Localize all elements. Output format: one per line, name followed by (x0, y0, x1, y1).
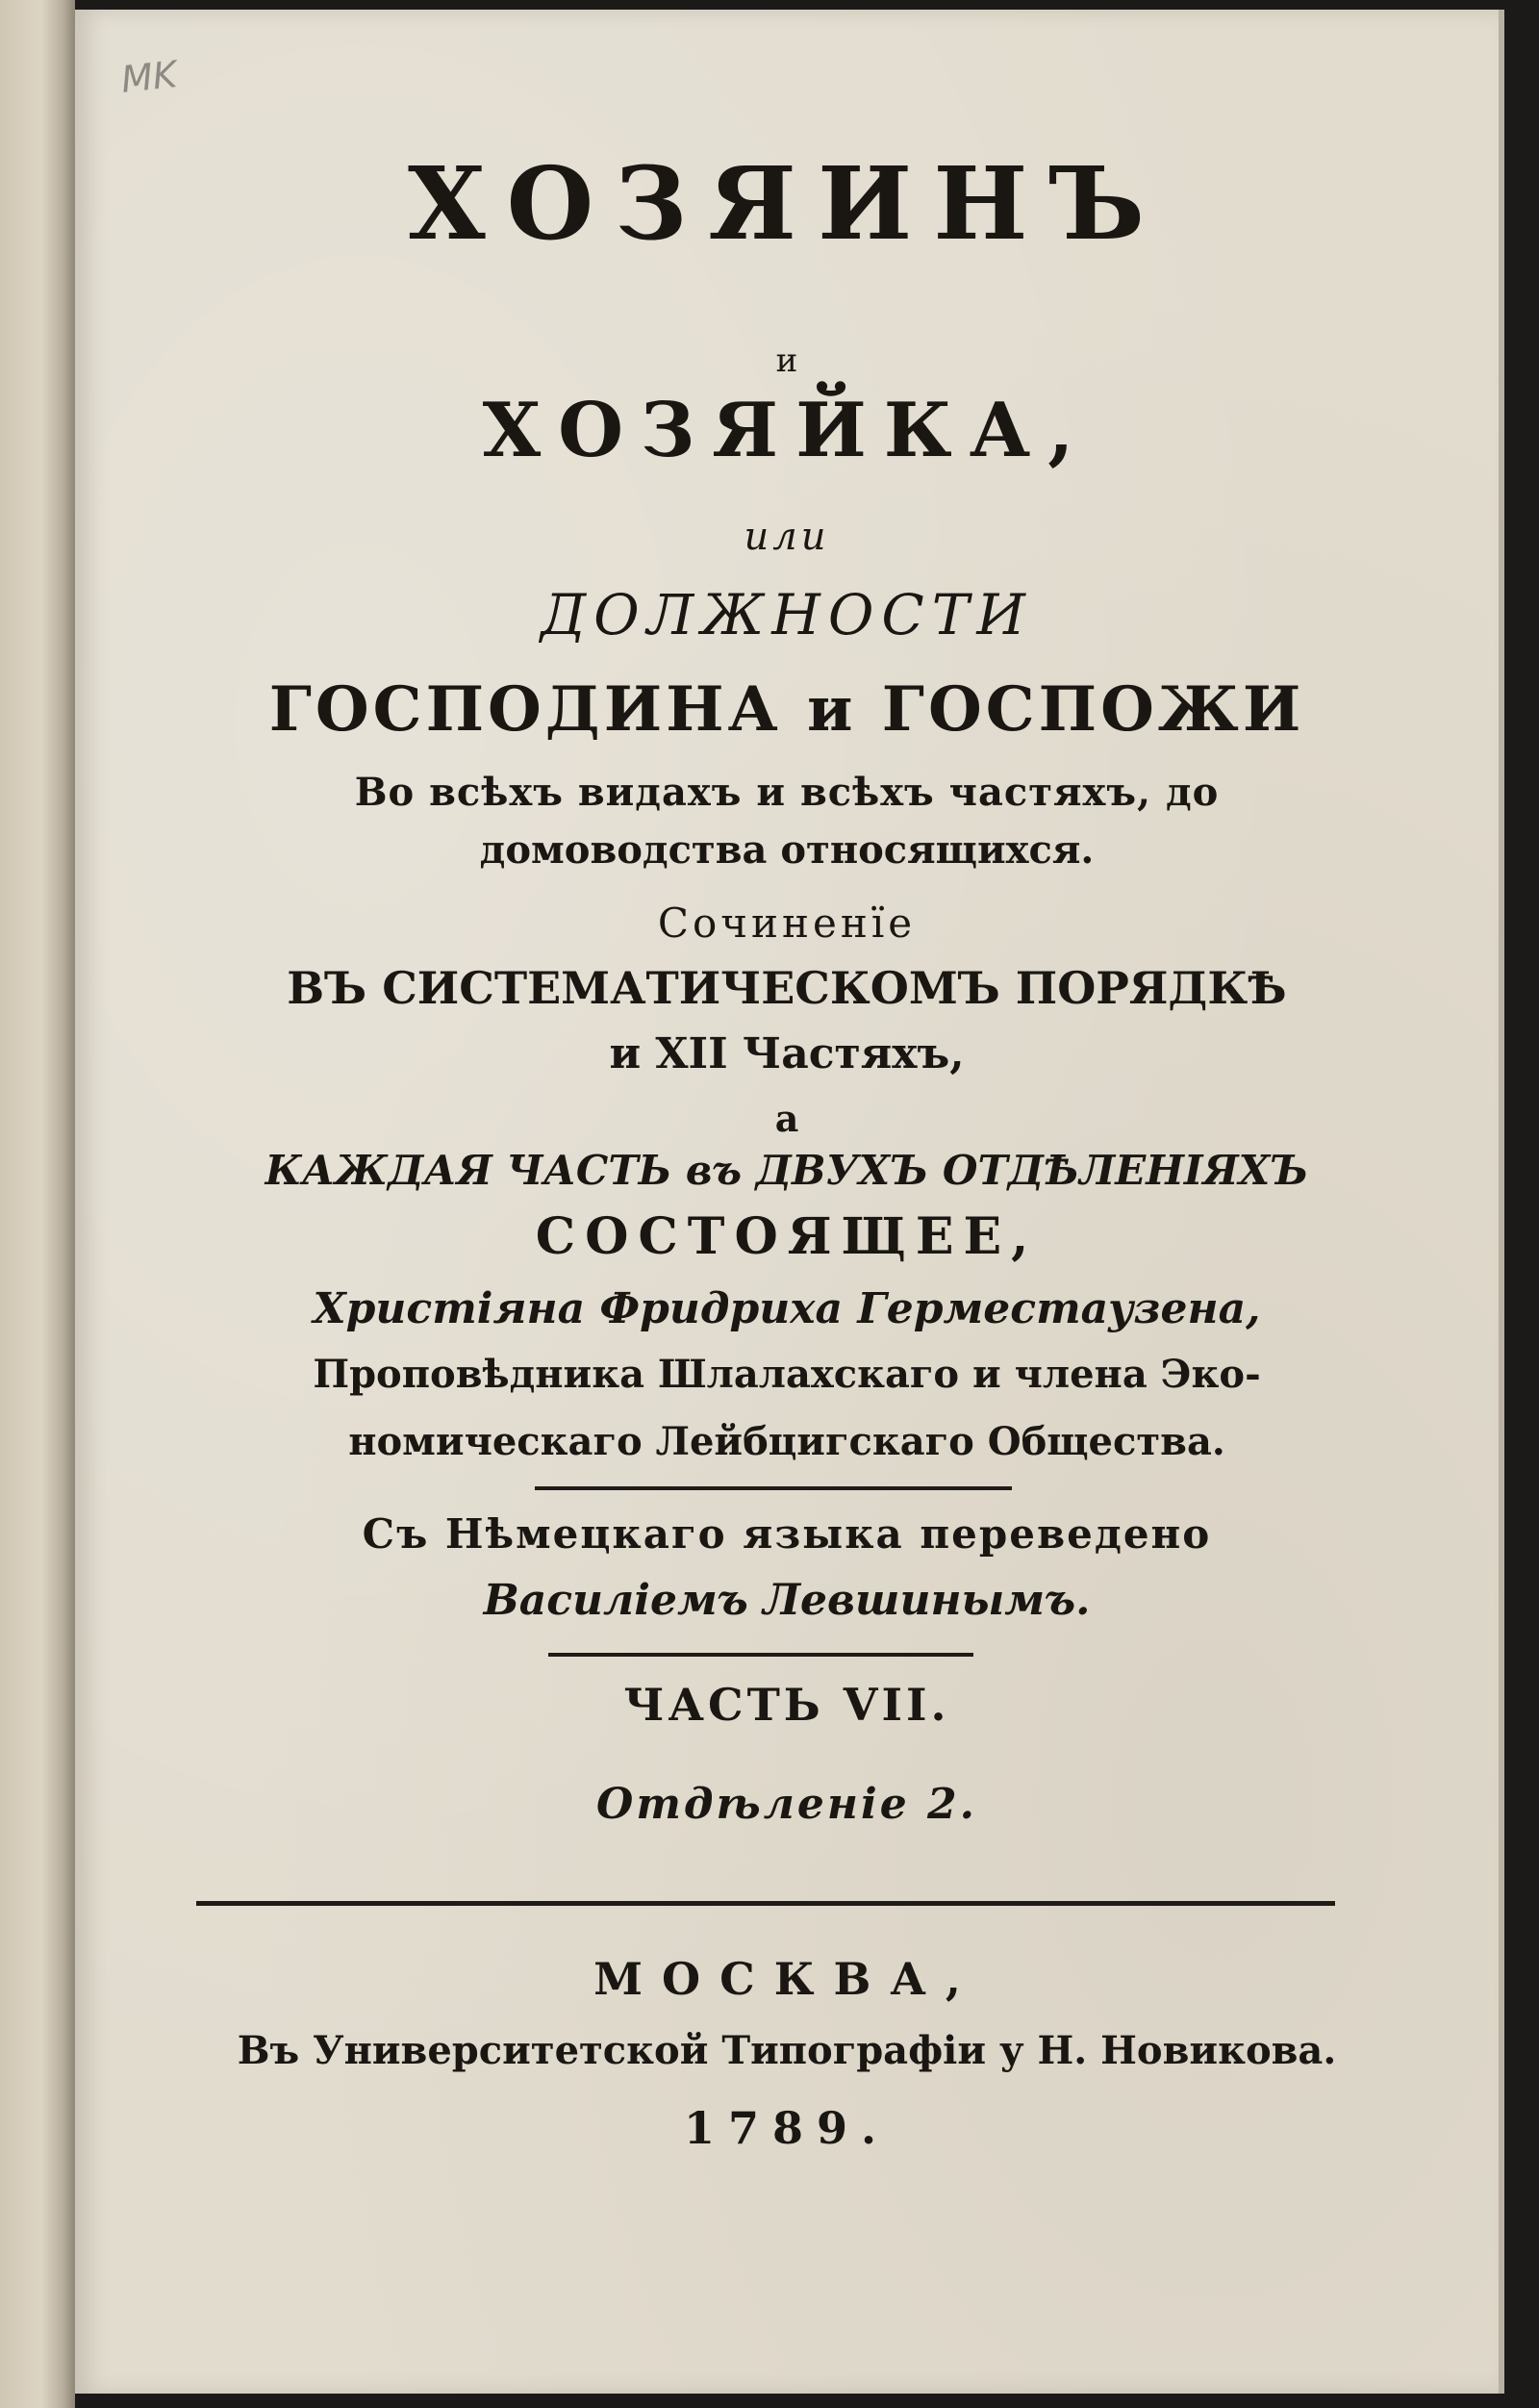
imprint-city: МОСКВА, (593, 1953, 980, 2005)
systematic-order: ВЪ СИСТЕМАТИЧЕСКОМЪ ПОРЯДКѢ (287, 962, 1287, 1014)
each-part-line: КАЖДАЯ ЧАСТЬ въ ДВУХЪ ОТДѢЛЕНІЯХЪ (265, 1147, 1309, 1194)
book-spine (0, 0, 75, 2408)
divider-2 (548, 1653, 973, 1657)
subtitle-line-2: домоводства относящихся. (479, 827, 1095, 873)
title-conjunction: и (775, 342, 798, 380)
author-title-1: Проповѣдника Шлалахскаго и члена Эко- (313, 1352, 1261, 1397)
author-title-2: номическаго Лейбцигскаго Общества. (348, 1419, 1225, 1464)
subtitle-master-mistress: ГОСПОДИНА и ГОСПОЖИ (268, 673, 1305, 746)
consisting-line: СОСТОЯЩЕЕ, (535, 1207, 1039, 1266)
work-label: Сочиненїе (657, 900, 917, 947)
main-title: ХОЗЯИНЪ (407, 144, 1166, 263)
part-number: ЧАСТЬ VII. (623, 1679, 950, 1731)
subtitle-duties: ДОЛЖНОСТИ (540, 582, 1034, 647)
conjunction-a: а (774, 1097, 799, 1140)
translator-name: Василіемъ Левшинымъ. (483, 1576, 1091, 1625)
author-name: Христіяна Фридриха Герместаузена, (313, 1284, 1261, 1333)
imprint-year: 1789. (683, 2102, 891, 2154)
section-number: Отдѣленіе 2. (596, 1780, 977, 1829)
imprint-printer: Въ Университетской Типографіи у Н. Новикова. (237, 2028, 1337, 2073)
twelve-parts: и XII Частяхъ, (609, 1029, 965, 1078)
title-or: или (744, 515, 830, 559)
second-title: ХОЗЯЙКА, (482, 387, 1092, 474)
divider-3 (196, 1901, 1335, 1906)
subtitle-line-1: Во всѣхъ видахъ и всѣхъ частяхъ, до (354, 770, 1220, 815)
page-edge (1499, 10, 1504, 2394)
divider-1 (535, 1486, 1012, 1490)
translated-from: Съ Нѣмецкаго языка переведено (362, 1510, 1212, 1558)
pencil-mark: MK (118, 53, 179, 101)
